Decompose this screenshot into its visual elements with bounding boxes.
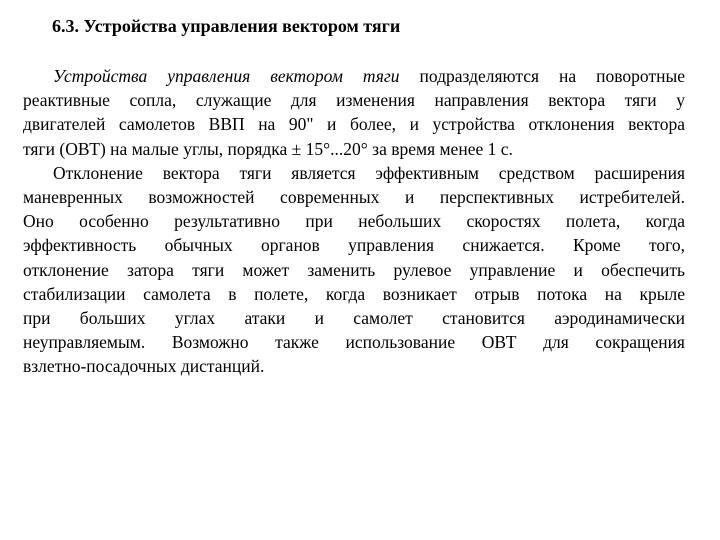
paragraph-1-text: подразделяются на поворотные [399,66,685,86]
section-heading: 6.3. Устройства управления вектором тяги [52,16,401,36]
paragraph-2-line-7: при больших углах атаки и самолет становится аэродинамически [23,307,685,328]
paragraph-2-line-4: эффективность обычных органов управления снижается. Кроме того, [23,235,685,256]
paragraph-1-line-1 [23,64,685,88]
paragraph-2-line-2: маневренных возможностей современных и перспективных истребителей. [23,186,685,207]
term-italic: Устройства управления вектором тяги [53,66,400,86]
paragraph-1-line-2: реактивные сопла, служащие для изменения направления вектора тяги у [23,90,685,111]
paragraph-2-line-3: Оно особенно результативно при небольших скоростях полета, когда [23,211,685,232]
paragraph-2-line-9: взлетно-посадочных дистанций. [23,356,265,377]
paragraph-1-line-4: тяги (ОВТ) на малые углы, порядка ± 15°...20° за время менее 1 с. [23,138,513,159]
paragraph-2-line-1: Отклонение вектора тяги является эффективным средством расширения [53,162,685,183]
document-body [23,64,685,378]
paragraph-2-line-5: отклонение затора тяги может заменить рулевое управление и обеспечить [23,259,685,280]
paragraph-2-line-6: стабилизации самолета в полете, когда возникает отрыв потока на крыле [23,283,685,304]
paragraph-2-line-8: неуправляемым. Возможно также использование ОВТ для сокращения [23,332,685,353]
paragraph-1-line-3: двигателей самолетов ВВП на 90" и более, и устройства отклонения вектора [23,114,685,135]
